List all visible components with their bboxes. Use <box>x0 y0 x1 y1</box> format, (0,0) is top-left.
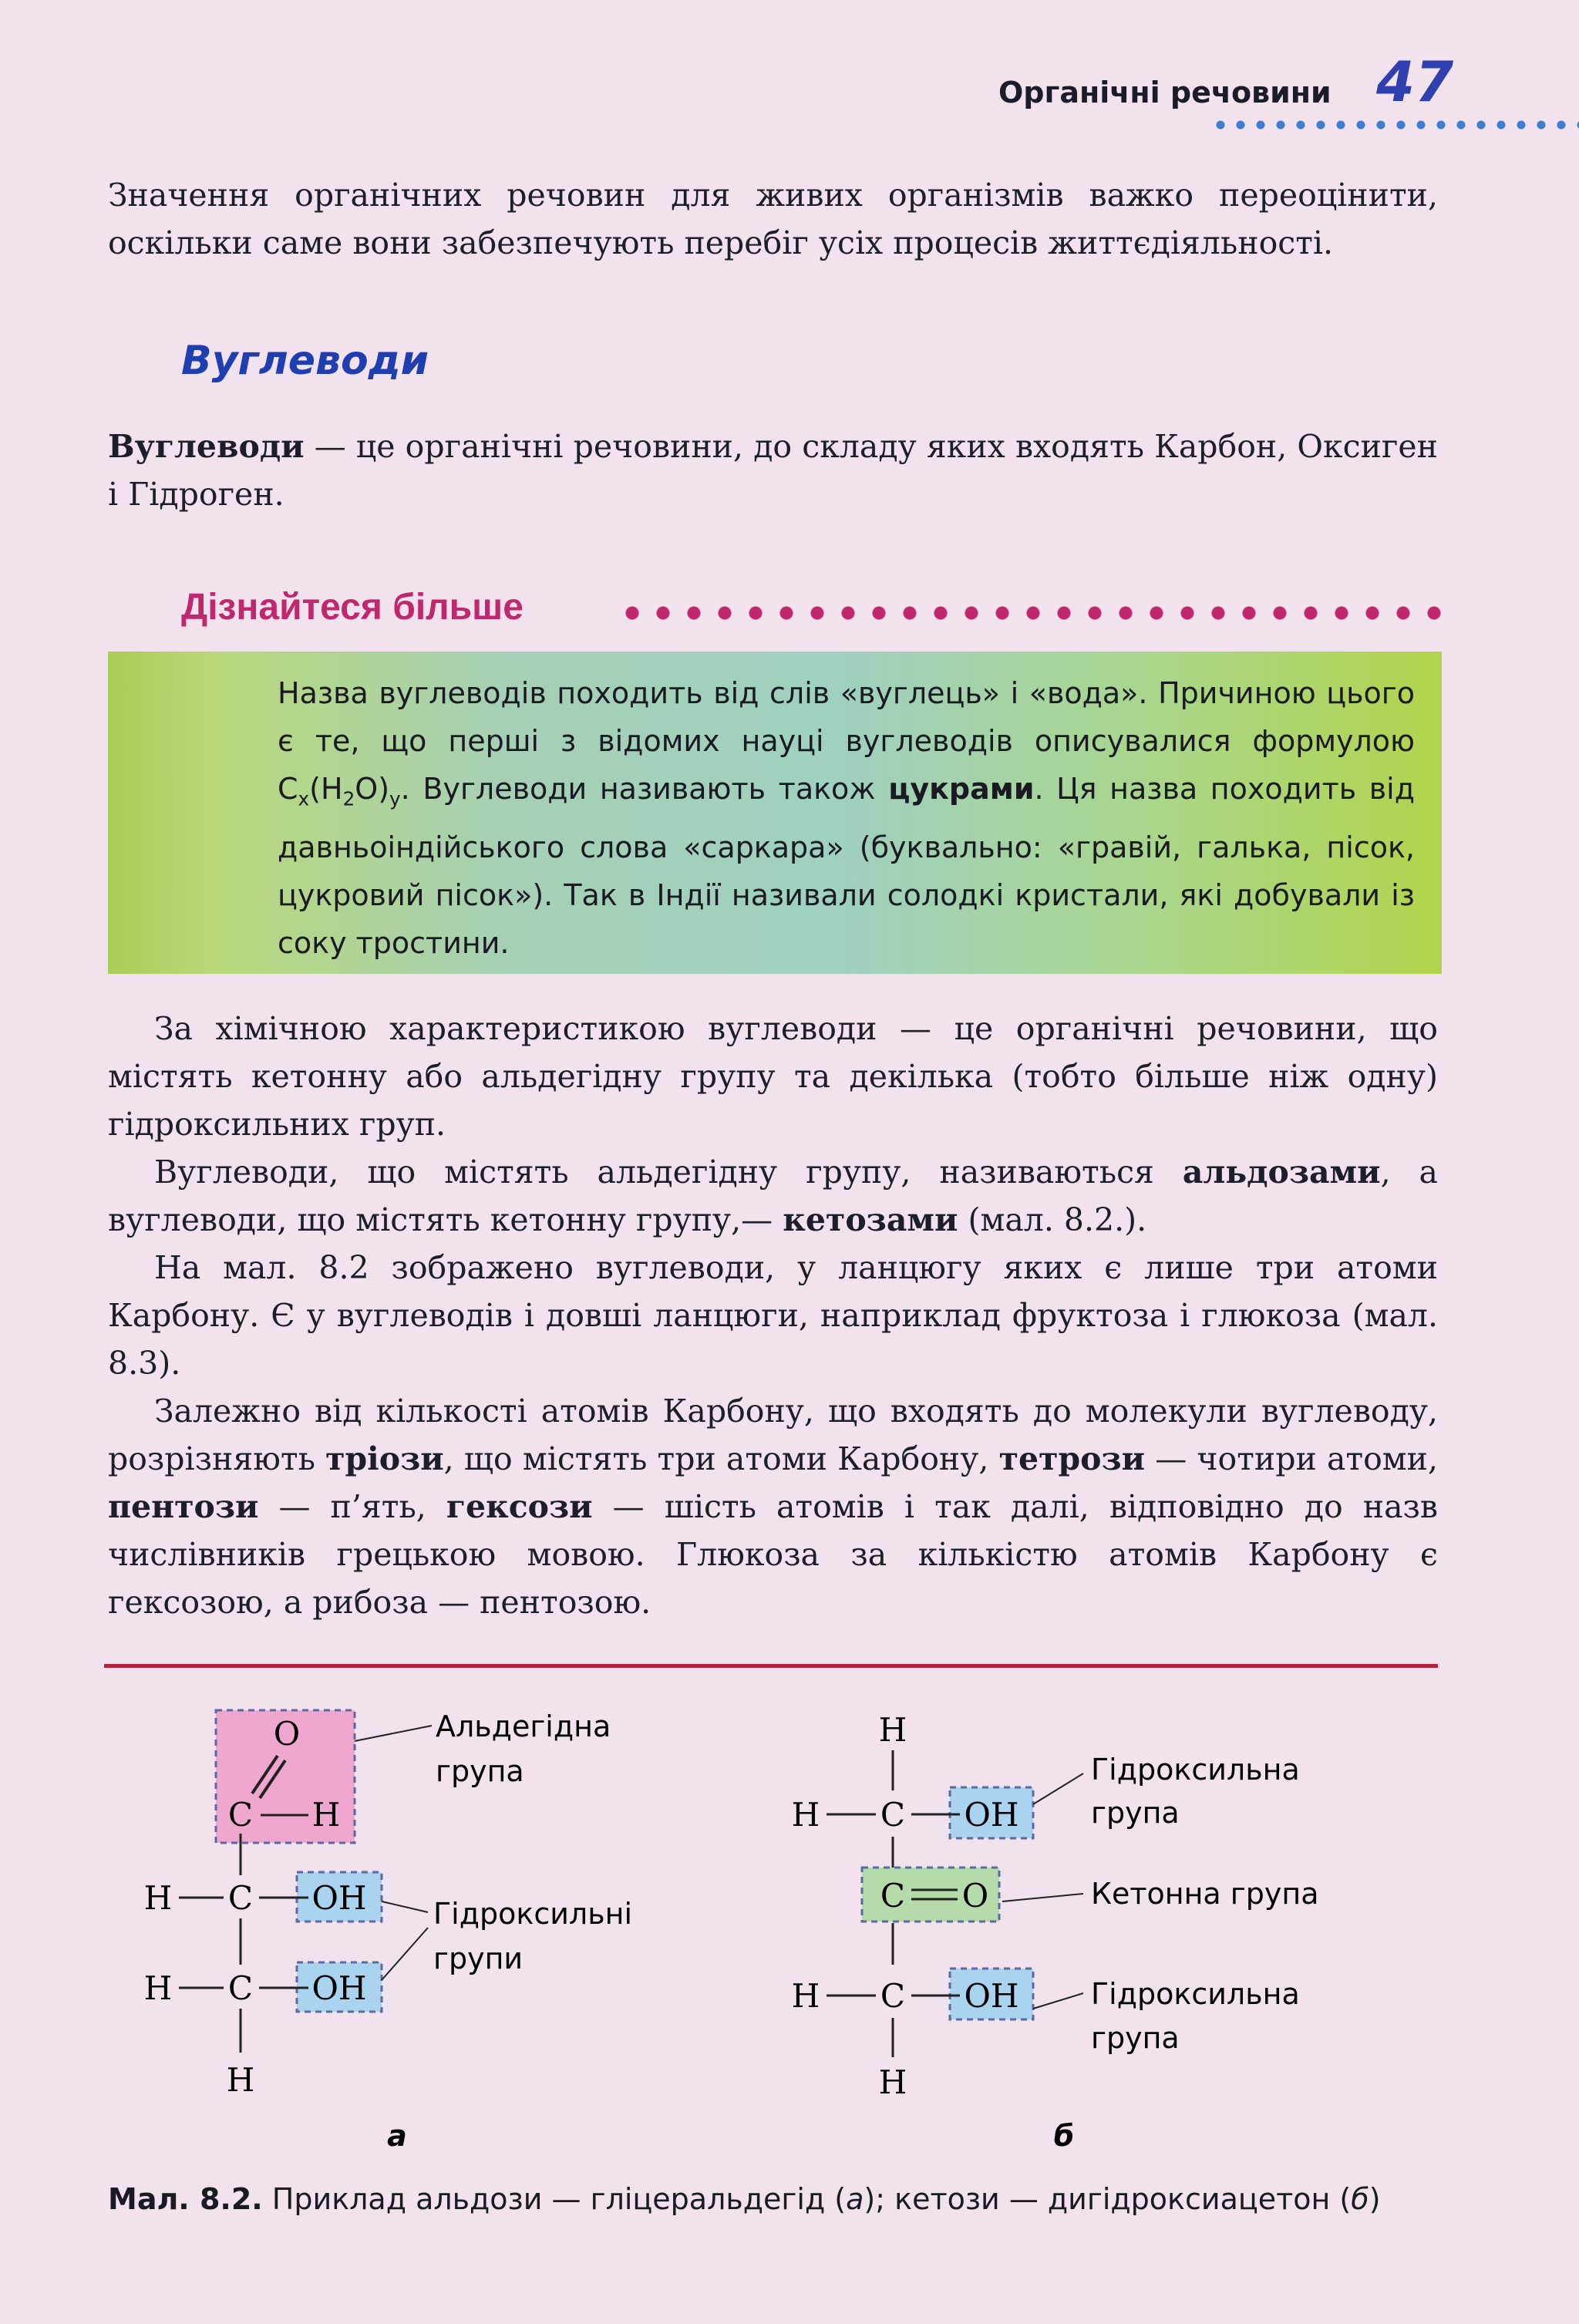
atom-oh3: OH <box>964 1796 1019 1834</box>
atom-h8: H <box>878 2063 907 2101</box>
atom-h2: H <box>143 1879 173 1917</box>
body-paragraph-2: Вуглеводи, що містять альдегідну групу, називаються альдозами, а вуглеводи, що містять кетонну групу,— кетозами (мал. 8.2.). <box>108 1154 1438 1238</box>
atom-c4: C <box>880 1796 906 1834</box>
label-hydroxyls-2: групи <box>433 1942 524 1975</box>
intro-paragraph: Значення органічних речовин для живих організмів важко переоцінити, оскільки саме вони забезпечують перебіг усіх процесів життєдіяльності. <box>108 177 1438 261</box>
body-paragraph-4: Залежно від кількості атомів Карбону, що входять до молекули вуглеводу, розрізняють тріози, що містять три атоми Карбону, тетрози — чотири атоми, пентози — п’ять, гексози — шість атомів і так далі, відповідно до назв числівників грецькою мовою. Глюкоза за кількістю атомів Карбону є гексозою, а рибоза — пентозою. <box>108 1393 1439 1621</box>
atom-h1: H <box>311 1796 341 1834</box>
panel-label-a: а <box>387 2119 407 2153</box>
definition-term: Вуглеводи <box>108 428 305 465</box>
definition-paragraph <box>108 423 1438 518</box>
atom-c5: C <box>880 1877 906 1915</box>
atom-c2: C <box>227 1879 254 1917</box>
atom-oh2: OH <box>311 1969 367 2007</box>
learn-more-heading: Дізнайтеся більше <box>181 587 524 628</box>
label-hydroxyl-bottom-2: група <box>1091 2021 1180 2055</box>
chapter-title: Органічні речовини <box>998 76 1332 109</box>
label-aldehyde-2: група <box>436 1754 524 1788</box>
header-dotted-divider <box>1210 120 1579 130</box>
atom-c3: C <box>227 1969 254 2007</box>
figure-8-2 <box>0 1681 1579 2205</box>
label-hydroxyl-top-1: Гідроксильна <box>1091 1753 1300 1787</box>
figure-caption: Мал. 8.2. Приклад альдози — гліцеральдегід (а); кетози — дигідроксиацетон (б) <box>108 2182 1381 2216</box>
atom-o2: O <box>961 1877 989 1915</box>
label-hydroxyl-top-2: група <box>1091 1796 1180 1830</box>
atom-h3: H <box>143 1969 173 2007</box>
section-title: Вуглеводи <box>181 338 429 384</box>
atom-c1: C <box>227 1796 254 1834</box>
definition-text: — це органічні речовини, до складу яких входять Карбон, Оксиген і Гідроген. <box>108 428 1438 513</box>
atom-c6: C <box>880 1977 906 2015</box>
label-ketone: Кетонна група <box>1091 1877 1319 1911</box>
atom-h7: H <box>791 1977 820 2015</box>
page-number: 47 <box>1376 49 1454 114</box>
sugars-term: цукрами <box>888 772 1035 806</box>
figure-divider-rule <box>104 1664 1438 1668</box>
molecule-dihydroxyacetone <box>792 1711 1033 2101</box>
atom-oh4: OH <box>964 1977 1019 2015</box>
learn-more-dotted-divider <box>617 605 1449 621</box>
atom-h6: H <box>791 1796 820 1834</box>
body-paragraph-1: За хімічною характеристикою вуглеводи — це органічні речовини, що містять кетонну або альдегідну групу та декілька (тобто більше ніж одну) гідроксильних груп. <box>108 1010 1438 1143</box>
label-hydroxyl-bottom-1: Гідроксильна <box>1091 1977 1300 2011</box>
body-paragraph-3: На мал. 8.2 зображено вуглеводи, у ланцюгу яких є лише три атоми Карбону. Є у вуглеводів і довші ланцюги, наприклад фруктоза і глюкоза (мал. 8.3). <box>108 1249 1438 1382</box>
label-hydroxyls-1: Гідроксильні <box>433 1897 633 1931</box>
learn-more-text: Назва вуглеводів походить від слів «вуглець» і «вода». Причиною цього є те, що перші з відомих науці вуглеводів описувалися формулою $C_x(H_2O)_y$. Вуглеводи називають також цукрами. Ця назва походить від давньоіндійського слова «саркара» (буквально: «гравій, галька, пісок, цукровий пісок»). Так в Індії називали солодкі кристали, які добували із соку тростини. <box>278 676 1415 960</box>
atom-h4: H <box>226 2061 255 2099</box>
molecule-glyceraldehyde <box>144 1710 382 2099</box>
label-aldehyde-1: Альдегідна <box>436 1709 611 1743</box>
atom-o: O <box>273 1715 301 1753</box>
atom-h5: H <box>878 1711 907 1749</box>
panel-label-b: б <box>1053 2119 1075 2153</box>
atom-oh1: OH <box>311 1879 367 1917</box>
